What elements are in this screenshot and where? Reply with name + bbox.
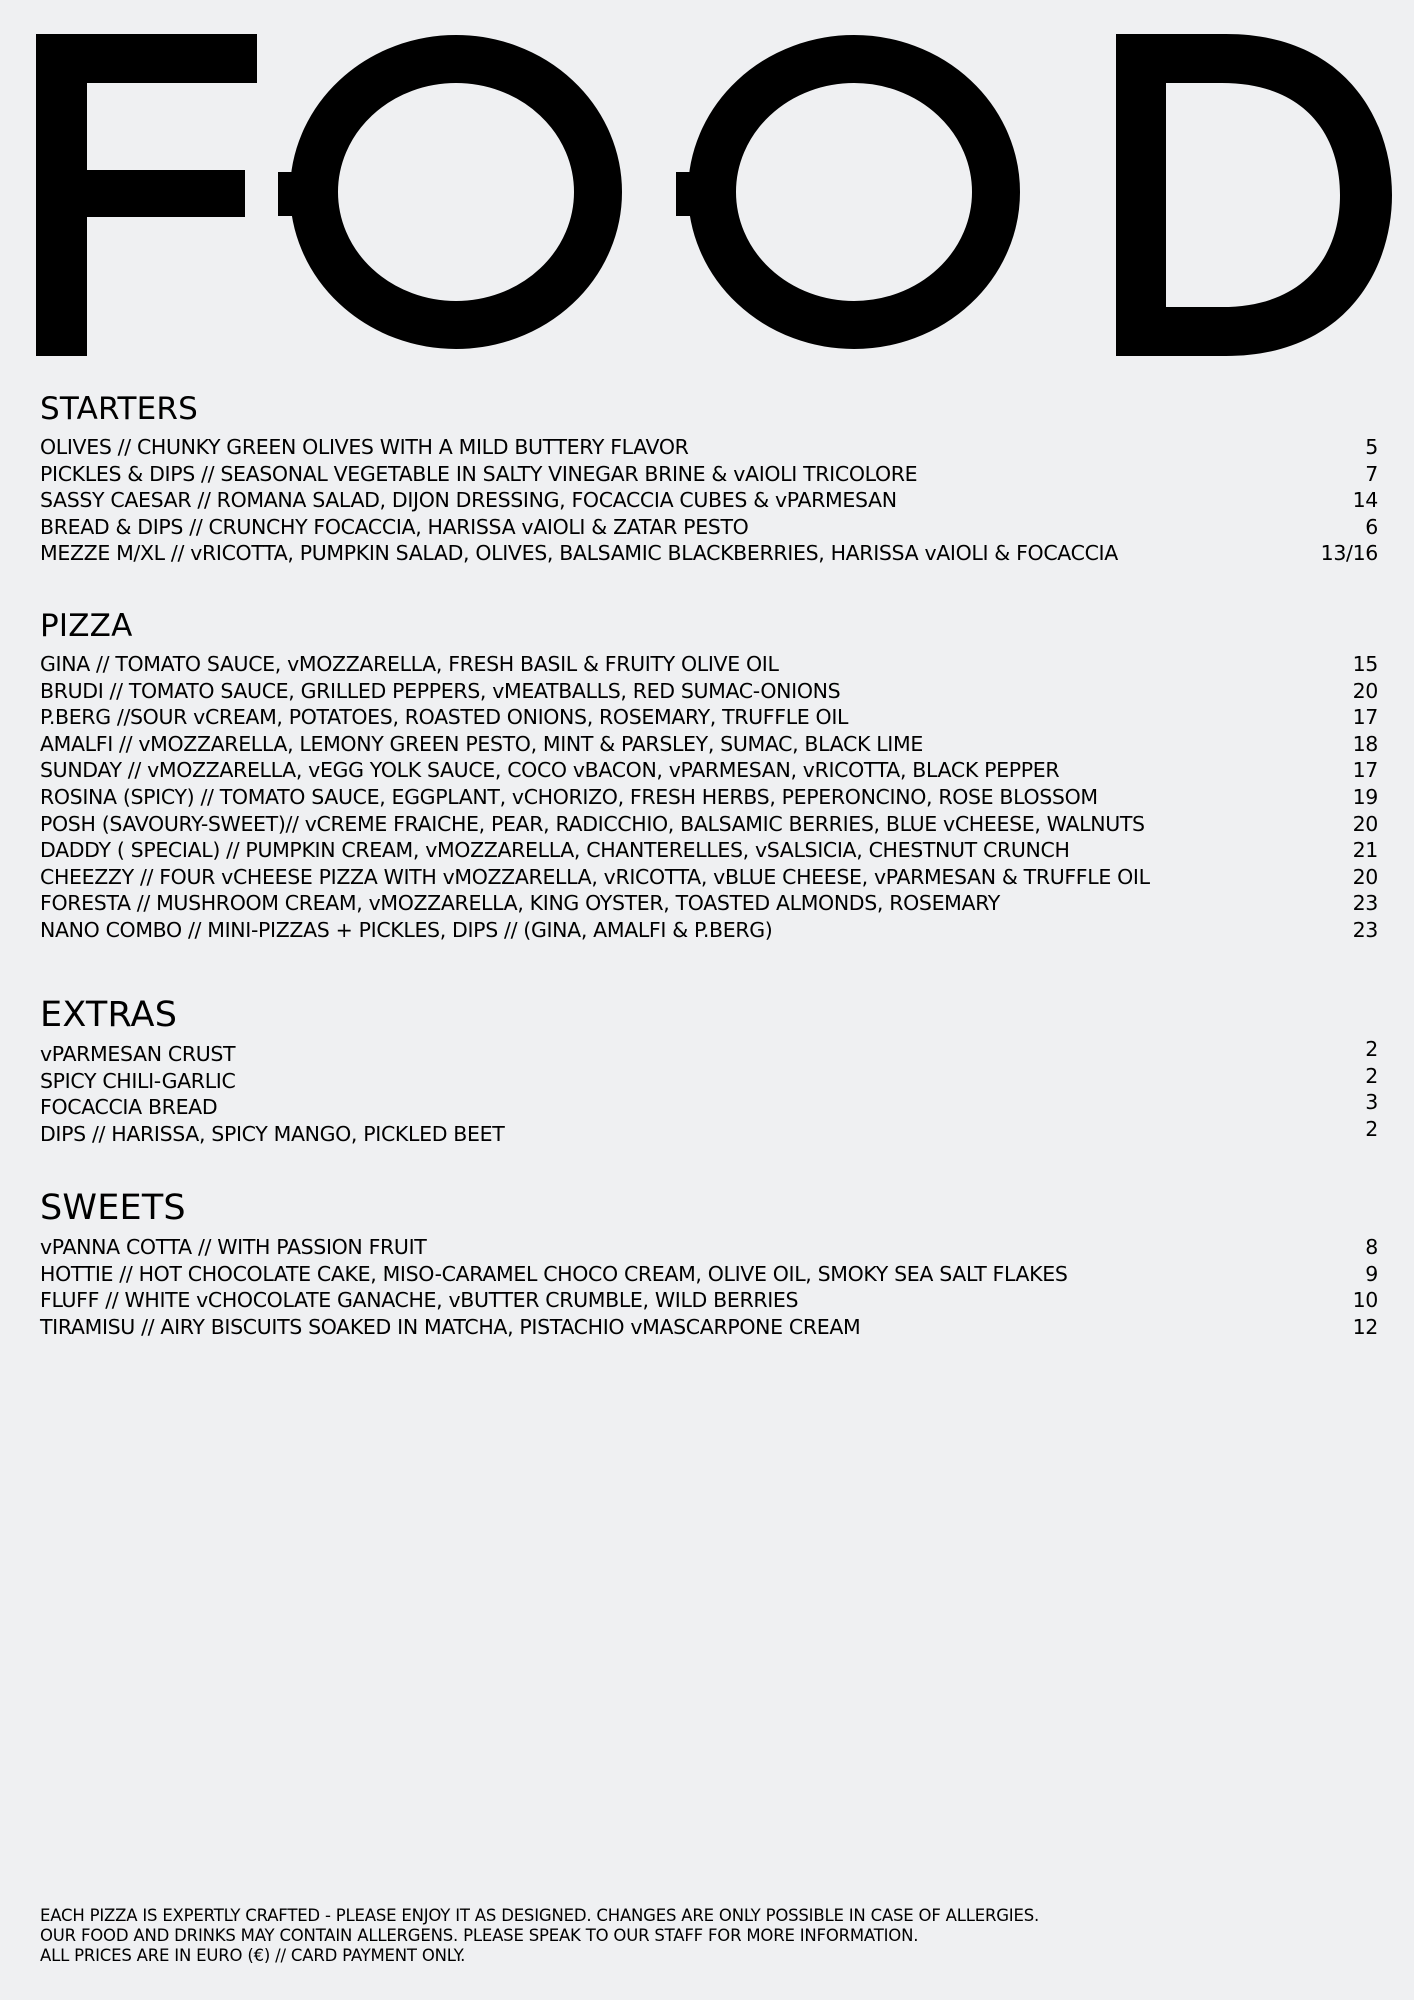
item-price: 10 [1352, 1288, 1378, 1313]
footer-line: EACH PIZZA IS EXPERTLY CRAFTED - PLEASE ENJOY IT AS DESIGNED. CHANGES ARE ONLY POSSIBLE IN CASE OF ALLERGIES. [40, 1906, 1040, 1925]
item-description: vPARMESAN CRUST [40, 1042, 236, 1066]
menu-item [40, 1314, 1378, 1341]
menu-item [40, 917, 1378, 944]
menu-item [40, 1234, 1378, 1261]
item-price: 23 [1352, 891, 1378, 916]
menu-item [40, 1261, 1378, 1288]
menu-item [40, 784, 1378, 811]
item-price: 20 [1352, 864, 1378, 889]
item-price: 5 [1365, 435, 1378, 459]
item-price: 17 [1352, 705, 1378, 730]
item-description: AMALFI // vMOZZARELLA, LEMONY GREEN PESTO, MINT & PARSLEY, SUMAC, BLACK LIME [40, 731, 923, 756]
item-price: 23 [1352, 917, 1378, 942]
menu-item [40, 651, 1378, 678]
item-description: HOTTIE // HOT CHOCOLATE CAKE, MISO-CARAMEL CHOCO CREAM, OLIVE OIL, SMOKY SEA SALT FLAKES [40, 1261, 1068, 1286]
item-description: FORESTA // MUSHROOM CREAM, vMOZZARELLA, KING OYSTER, TOASTED ALMONDS, ROSEMARY [40, 891, 1000, 916]
item-price: 17 [1352, 758, 1378, 783]
menu-item [40, 811, 1378, 838]
item-price: 19 [1352, 784, 1378, 809]
sweets-section [40, 1188, 1378, 1340]
food-logo [0, 0, 1414, 370]
item-price: 2 [1365, 1063, 1378, 1088]
item-description: SASSY CAESAR // ROMANA SALAD, DIJON DRESSING, FOCACCIA CUBES & vPARMESAN [40, 488, 897, 513]
section-title: PIZZA [40, 608, 133, 644]
item-description: DADDY ( SPECIAL) // PUMPKIN CREAM, vMOZZARELLA, CHANTERELLES, vSALSICIA, CHESTNUT CRUNCH [40, 838, 1070, 863]
item-description: SPICY CHILI-GARLIC [40, 1068, 236, 1093]
menu-item [40, 540, 1378, 567]
menu-item [40, 757, 1378, 784]
item-description: TIRAMISU // AIRY BISCUITS SOAKED IN MATCHA, PISTACHIO vMASCARPONE CREAM [40, 1314, 861, 1339]
item-price: 12 [1352, 1314, 1378, 1339]
item-price: 8 [1365, 1235, 1378, 1259]
menu-item [40, 1090, 1378, 1121]
item-description: BRUDI // TOMATO SAUCE, GRILLED PEPPERS, vMEATBALLS, RED SUMAC-ONIONS [40, 678, 841, 703]
menu-item [40, 678, 1378, 705]
footer-notes [40, 1906, 1039, 1966]
item-description: SUNDAY // vMOZZARELLA, vEGG YOLK SAUCE, COCO vBACON, vPARMESAN, vRICOTTA, BLACK PEPPER [40, 758, 1060, 783]
item-description: P.BERG //SOUR vCREAM, POTATOES, ROASTED ONIONS, ROSEMARY, TRUFFLE OIL [40, 705, 849, 730]
section-title: EXTRAS [40, 995, 178, 1035]
item-description: NANO COMBO // MINI-PIZZAS + PICKLES, DIPS // (GINA, AMALFI & P.BERG) [40, 917, 773, 942]
item-description: CHEEZZY // FOUR vCHEESE PIZZA WITH vMOZZARELLA, vRICOTTA, vBLUE CHEESE, vPARMESAN & TRUFFLE OIL [40, 864, 1150, 889]
menu-item [40, 837, 1378, 864]
menu-item [40, 1287, 1378, 1314]
menu-item [40, 1037, 1378, 1068]
menu-item [40, 461, 1378, 488]
menu-item [40, 890, 1378, 917]
item-price: 21 [1352, 838, 1378, 863]
item-price: 15 [1352, 652, 1378, 676]
item-description: FOCACCIA BREAD [40, 1095, 218, 1120]
menu-item [40, 487, 1378, 514]
starters-section [40, 390, 1378, 567]
menu-item [40, 1063, 1378, 1095]
extras-section [40, 995, 1378, 1147]
item-description: OLIVES // CHUNKY GREEN OLIVES WITH A MILD BUTTERY FLAVOR [40, 435, 689, 459]
section-title: STARTERS [40, 391, 199, 427]
item-description: DIPS // HARISSA, SPICY MANGO, PICKLED BEET [40, 1121, 505, 1146]
item-description: MEZZE M/XL // vRICOTTA, PUMPKIN SALAD, OLIVES, BALSAMIC BLACKBERRIES, HARISSA vAIOLI & FOCACCIA [40, 541, 1118, 566]
menu-item [40, 704, 1378, 731]
item-description: ROSINA (SPICY) // TOMATO SAUCE, EGGPLANT, vCHORIZO, FRESH HERBS, PEPERONCINO, ROSE BLOSSOM [40, 784, 1098, 809]
item-description: GINA // TOMATO SAUCE, vMOZZARELLA, FRESH BASIL & FRUITY OLIVE OIL [40, 652, 779, 676]
item-price: 6 [1365, 514, 1378, 539]
item-price: 14 [1352, 488, 1378, 513]
item-price: 2 [1365, 1037, 1378, 1061]
item-description: BREAD & DIPS // CRUNCHY FOCACCIA, HARISSA vAIOLI & ZATAR PESTO [40, 514, 749, 539]
footer-line: ALL PRICES ARE IN EURO (€) // CARD PAYMENT ONLY. [40, 1946, 466, 1965]
item-description: vPANNA COTTA // WITH PASSION FRUIT [40, 1235, 427, 1259]
item-description: POSH (SAVOURY-SWEET)// vCREME FRAICHE, PEAR, RADICCHIO, BALSAMIC BERRIES, BLUE vCHEESE, WALNUTS [40, 811, 1145, 836]
section-title: SWEETS [40, 1188, 186, 1228]
item-price: 13/16 [1320, 541, 1378, 566]
menu-item [40, 514, 1378, 541]
item-price: 3 [1365, 1090, 1378, 1115]
menu-item [40, 731, 1378, 758]
menu-item [40, 864, 1378, 891]
item-description: PICKLES & DIPS // SEASONAL VEGETABLE IN SALTY VINEGAR BRINE & vAIOLI TRICOLORE [40, 461, 918, 486]
item-price: 2 [1365, 1116, 1378, 1141]
footer-line: OUR FOOD AND DRINKS MAY CONTAIN ALLERGENS. PLEASE SPEAK TO OUR STAFF FOR MORE INFORMATION. [40, 1926, 919, 1945]
item-price: 7 [1365, 461, 1378, 486]
item-description: FLUFF // WHITE vCHOCOLATE GANACHE, vBUTTER CRUMBLE, WILD BERRIES [40, 1288, 799, 1313]
item-price: 20 [1352, 811, 1378, 836]
item-price: 9 [1365, 1261, 1378, 1286]
menu-item [40, 1116, 1378, 1148]
menu-item [40, 434, 1378, 461]
pizza-section [40, 607, 1378, 944]
item-price: 20 [1352, 678, 1378, 703]
item-price: 18 [1352, 731, 1378, 756]
